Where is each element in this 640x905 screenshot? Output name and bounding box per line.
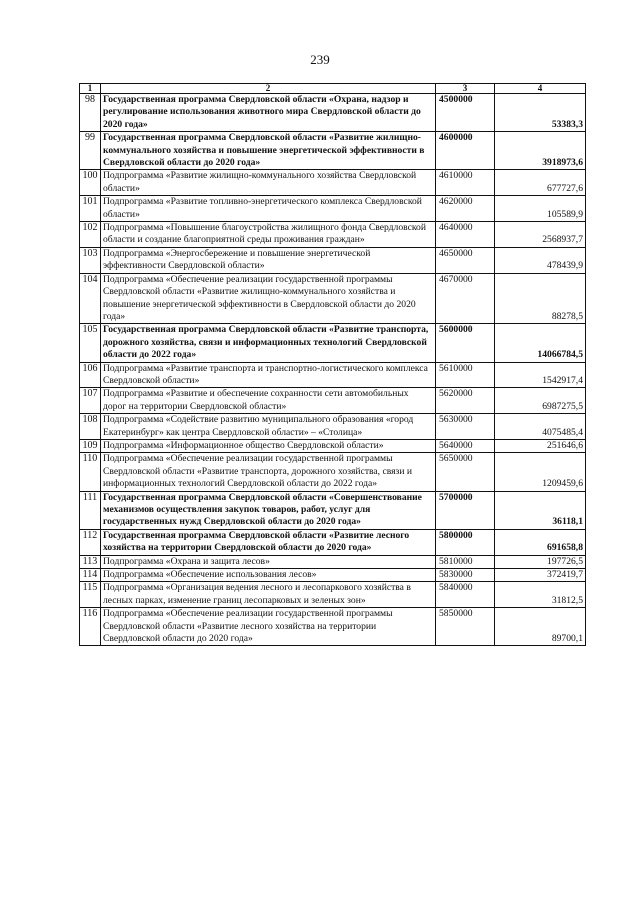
header-col-1: 1 bbox=[80, 84, 101, 94]
table-row bbox=[80, 555, 586, 568]
row-name: Подпрограмма «Информационное общество Свердловской области» bbox=[101, 439, 436, 452]
row-code: 5810000 bbox=[436, 555, 495, 568]
row-code: 4650000 bbox=[436, 247, 495, 273]
table-row bbox=[80, 491, 586, 529]
row-amount: 2568937,7 bbox=[495, 222, 586, 248]
row-name: Государственная программа Свердловской области «Охрана, надзор и регулирование использования животного мира Свердловской области до 2020 года» bbox=[101, 94, 436, 132]
row-name: Подпрограмма «Развитие жилищно-коммунального хозяйства Свердловской области» bbox=[101, 170, 436, 196]
table-row bbox=[80, 388, 586, 414]
row-code: 4620000 bbox=[436, 196, 495, 222]
table-row bbox=[80, 94, 586, 132]
row-number: 102 bbox=[80, 222, 101, 248]
row-name: Государственная программа Свердловской области «Развитие транспорта, дорожного хозяйства, связи и информационных технологий Свердловской области до 2022 года» bbox=[101, 324, 436, 362]
row-amount: 372419,7 bbox=[495, 569, 586, 582]
table-row bbox=[80, 222, 586, 248]
row-code: 5650000 bbox=[436, 453, 495, 491]
row-number: 109 bbox=[80, 439, 101, 452]
row-number: 111 bbox=[80, 491, 101, 529]
row-code: 4610000 bbox=[436, 170, 495, 196]
row-code: 5700000 bbox=[436, 491, 495, 529]
table-row bbox=[80, 247, 586, 273]
row-name: Подпрограмма «Обеспечение реализации государственной программы Свердловской области «Развитие транспорта, дорожного хозяйства, связи и информационных технологий Свердловской области до 2022 года» bbox=[101, 453, 436, 491]
row-amount: 691658,8 bbox=[495, 529, 586, 555]
page-number: 239 bbox=[310, 52, 330, 67]
row-code: 4600000 bbox=[436, 132, 495, 170]
header-col-2: 2 bbox=[101, 84, 436, 94]
row-number: 99 bbox=[80, 132, 101, 170]
table-header-row bbox=[80, 84, 586, 94]
row-code: 5640000 bbox=[436, 439, 495, 452]
row-name: Государственная программа Свердловской области «Развитие жилищно-коммунального хозяйства и повышение энергетической эффективности в Свердловской области до 2020 года» bbox=[101, 132, 436, 170]
row-code: 5840000 bbox=[436, 582, 495, 608]
row-name: Подпрограмма «Развитие и обеспечение сохранности сети автомобильных дорог на территории Свердловской области» bbox=[101, 388, 436, 414]
row-number: 110 bbox=[80, 453, 101, 491]
row-amount: 53383,3 bbox=[495, 94, 586, 132]
table-row bbox=[80, 453, 586, 491]
row-amount: 1542917,4 bbox=[495, 362, 586, 388]
row-number: 101 bbox=[80, 196, 101, 222]
row-code: 4640000 bbox=[436, 222, 495, 248]
row-number: 115 bbox=[80, 582, 101, 608]
table-row bbox=[80, 362, 586, 388]
row-name: Подпрограмма «Повышение благоустройства жилищного фонда Свердловской области и создание благоприятной среды проживания граждан» bbox=[101, 222, 436, 248]
table-row bbox=[80, 273, 586, 324]
row-amount: 478439,9 bbox=[495, 247, 586, 273]
row-amount: 14066784,5 bbox=[495, 324, 586, 362]
row-code: 5600000 bbox=[436, 324, 495, 362]
row-number: 100 bbox=[80, 170, 101, 196]
table-row bbox=[80, 132, 586, 170]
row-number: 116 bbox=[80, 608, 101, 646]
row-amount: 197726,5 bbox=[495, 555, 586, 568]
row-amount: 3918973,6 bbox=[495, 132, 586, 170]
row-name: Подпрограмма «Обеспечение использования лесов» bbox=[101, 569, 436, 582]
row-amount: 6987275,5 bbox=[495, 388, 586, 414]
budget-table bbox=[79, 83, 586, 646]
header-col-4: 4 bbox=[495, 84, 586, 94]
row-name: Подпрограмма «Развитие топливно-энергетического комплекса Свердловской области» bbox=[101, 196, 436, 222]
row-code: 5800000 bbox=[436, 529, 495, 555]
row-name: Подпрограмма «Содействие развитию муниципального образования «город Екатеринбург» как центра Свердловской области» – «Столица» bbox=[101, 414, 436, 440]
row-name: Подпрограмма «Организация ведения лесного и лесопаркового хозяйства в лесных парках, изменение границ лесопарковых и зеленых зон» bbox=[101, 582, 436, 608]
row-number: 98 bbox=[80, 94, 101, 132]
row-code: 4670000 bbox=[436, 273, 495, 324]
row-name: Подпрограмма «Обеспечение реализации государственной программы Свердловской области «Развитие лесного хозяйства на территории Свердловской области до 2020 года» bbox=[101, 608, 436, 646]
row-number: 105 bbox=[80, 324, 101, 362]
row-name: Подпрограмма «Развитие транспорта и транспортно-логистического комплекса Свердловской области» bbox=[101, 362, 436, 388]
row-code: 5850000 bbox=[436, 608, 495, 646]
row-name: Подпрограмма «Энергосбережение и повышение энергетической эффективности Свердловской области» bbox=[101, 247, 436, 273]
header-col-3: 3 bbox=[436, 84, 495, 94]
row-number: 113 bbox=[80, 555, 101, 568]
row-code: 5830000 bbox=[436, 569, 495, 582]
table-row bbox=[80, 170, 586, 196]
row-amount: 1209459,6 bbox=[495, 453, 586, 491]
table-row bbox=[80, 582, 586, 608]
row-name: Государственная программа Свердловской области «Совершенствование механизмов осуществления закупок товаров, работ, услуг для государственных нужд Свердловской области до 2020 года» bbox=[101, 491, 436, 529]
table-body bbox=[80, 94, 586, 646]
row-code: 5620000 bbox=[436, 388, 495, 414]
table-row bbox=[80, 529, 586, 555]
row-number: 108 bbox=[80, 414, 101, 440]
table-row bbox=[80, 324, 586, 362]
table-row bbox=[80, 439, 586, 452]
row-number: 112 bbox=[80, 529, 101, 555]
row-amount: 105589,9 bbox=[495, 196, 586, 222]
row-number: 104 bbox=[80, 273, 101, 324]
row-code: 5630000 bbox=[436, 414, 495, 440]
row-name: Подпрограмма «Обеспечение реализации государственной программы Свердловской области «Развитие жилищно-коммунального хозяйства и повышение энергетической эффективности в Свердловской области до 2020 года» bbox=[101, 273, 436, 324]
table-row bbox=[80, 569, 586, 582]
row-amount: 89700,1 bbox=[495, 608, 586, 646]
row-amount: 31812,5 bbox=[495, 582, 586, 608]
row-name: Государственная программа Свердловской области «Развитие лесного хозяйства на территории Свердловской области до 2020 года» bbox=[101, 529, 436, 555]
row-amount: 36118,1 bbox=[495, 491, 586, 529]
table-row bbox=[80, 196, 586, 222]
row-name: Подпрограмма «Охрана и защита лесов» bbox=[101, 555, 436, 568]
table-row bbox=[80, 608, 586, 646]
row-amount: 251646,6 bbox=[495, 439, 586, 452]
row-amount: 677727,6 bbox=[495, 170, 586, 196]
row-amount: 88278,5 bbox=[495, 273, 586, 324]
row-number: 114 bbox=[80, 569, 101, 582]
row-code: 4500000 bbox=[436, 94, 495, 132]
row-number: 103 bbox=[80, 247, 101, 273]
row-number: 107 bbox=[80, 388, 101, 414]
row-amount: 4075485,4 bbox=[495, 414, 586, 440]
table-row bbox=[80, 414, 586, 440]
row-number: 106 bbox=[80, 362, 101, 388]
row-code: 5610000 bbox=[436, 362, 495, 388]
